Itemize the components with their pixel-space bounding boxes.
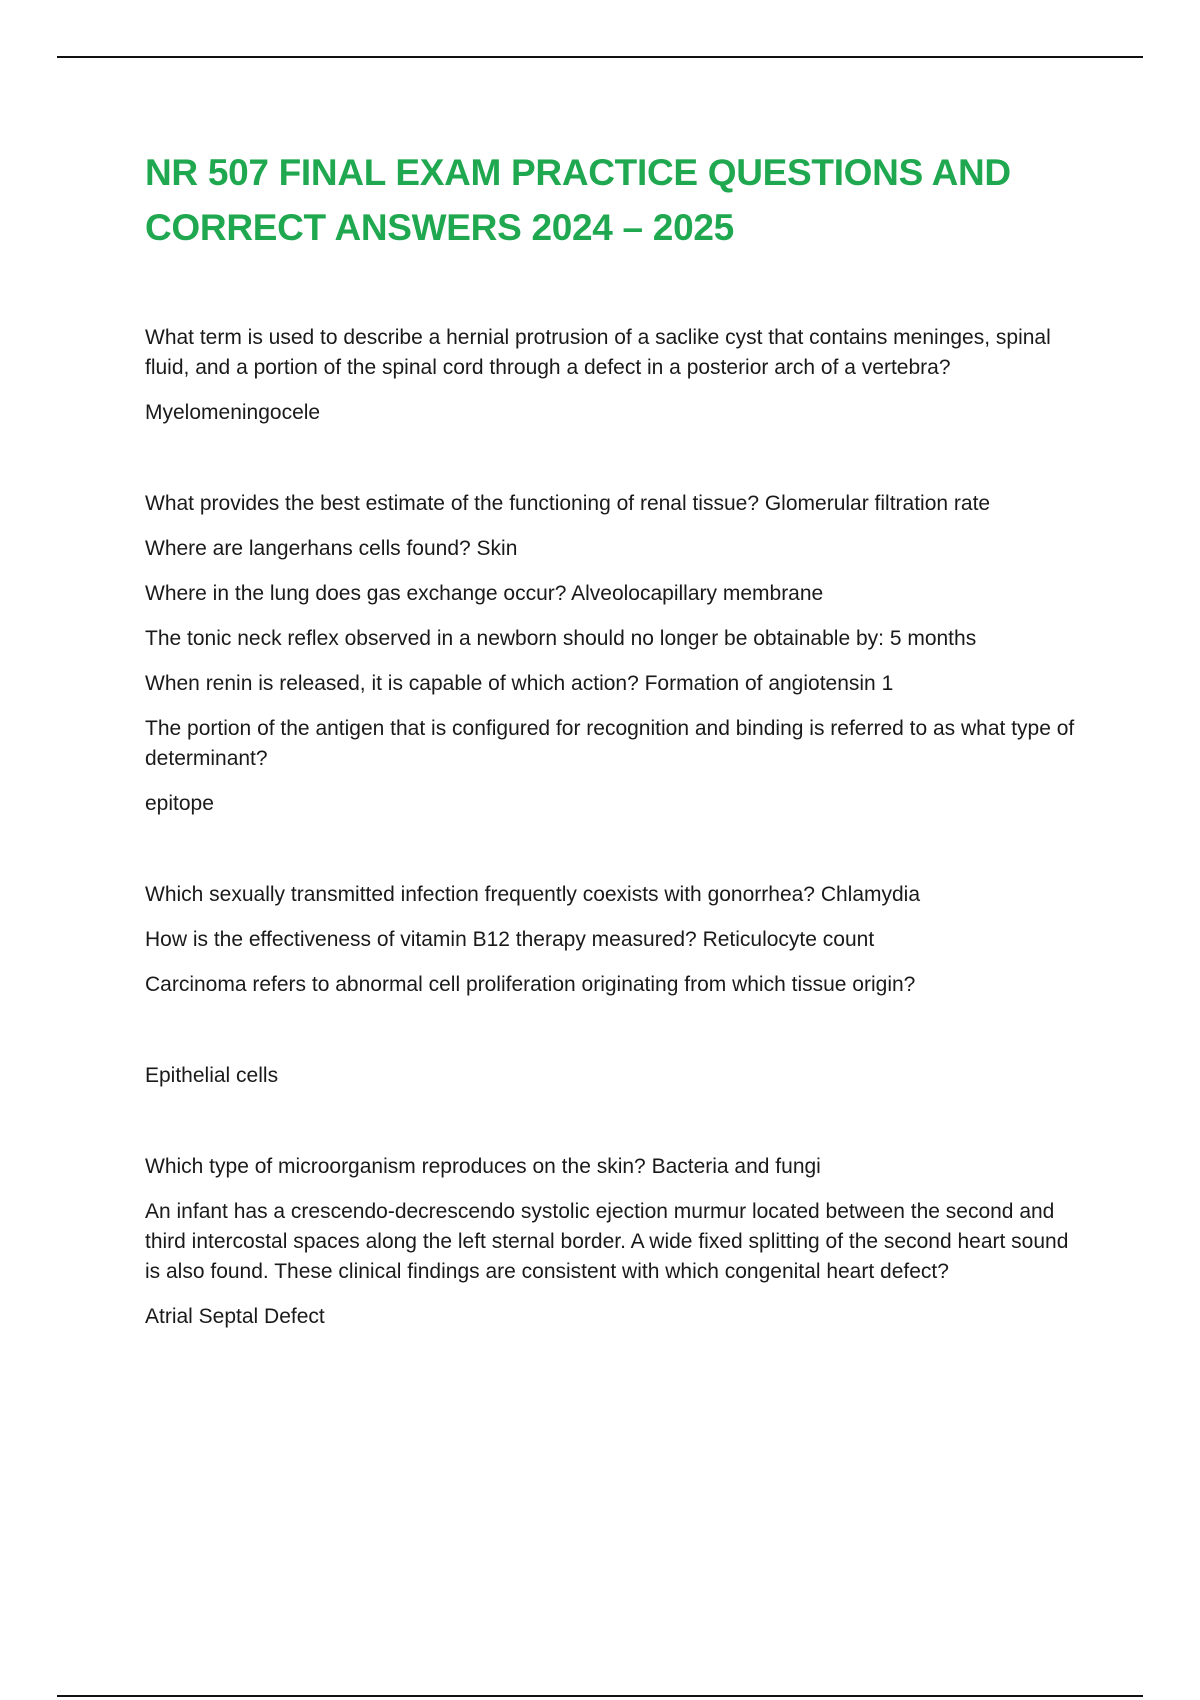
question-paragraph: The tonic neck reflex observed in a newborn should no longer be obtainable by: 5 months bbox=[145, 627, 977, 650]
answer-paragraph: epitope bbox=[145, 792, 214, 815]
question-paragraph: What term is used to describe a hernial protrusion of a saclike cyst that contains meninges, spinal fluid, and a portion of the spinal cord through a defect in a posterior arch of a vertebra? bbox=[145, 326, 1051, 379]
question-paragraph: Which type of microorganism reproduces on the skin? Bacteria and fungi bbox=[145, 1155, 821, 1178]
question-paragraph: How is the effectiveness of vitamin B12 therapy measured? Reticulocyte count bbox=[145, 928, 875, 951]
answer-paragraph: Epithelial cells bbox=[145, 1064, 279, 1087]
question-paragraph: Carcinoma refers to abnormal cell proliferation originating from which tissue origin? bbox=[145, 973, 916, 996]
spacer bbox=[145, 1106, 1085, 1152]
question-paragraph: Where are langerhans cells found? Skin bbox=[145, 537, 518, 560]
answer-paragraph: Myelomeningocele bbox=[145, 401, 321, 424]
spacer bbox=[145, 443, 1085, 489]
bottom-rule bbox=[57, 1695, 1143, 1697]
question-paragraph: Where in the lung does gas exchange occur? Alveolocapillary membrane bbox=[145, 582, 824, 605]
question-paragraph: An infant has a crescendo-decrescendo systolic ejection murmur located between the second and third intercostal spaces along the left sternal border. A wide fixed splitting of the second heart sound is also found. These clinical findings are consistent with which congenital heart defect? bbox=[145, 1200, 1069, 1283]
question-paragraph: What provides the best estimate of the functioning of renal tissue? Glomerular filtration rate bbox=[145, 492, 991, 515]
question-paragraph: When renin is released, it is capable of which action? Formation of angiotensin 1 bbox=[145, 672, 894, 695]
question-paragraph: Which sexually transmitted infection frequently coexists with gonorrhea? Chlamydia bbox=[145, 883, 921, 906]
qa-list bbox=[145, 323, 1085, 1332]
document-title: NR 507 FINAL EXAM PRACTICE QUESTIONS AND CORRECT ANSWERS 2024 – 2025 bbox=[145, 152, 1011, 248]
spacer bbox=[145, 1015, 1085, 1061]
document-body bbox=[145, 145, 1085, 1347]
spacer bbox=[145, 834, 1085, 880]
question-paragraph: The portion of the antigen that is configured for recognition and binding is referred to as what type of determinant? bbox=[145, 717, 1075, 770]
top-rule bbox=[57, 56, 1143, 58]
answer-paragraph: Atrial Septal Defect bbox=[145, 1305, 325, 1328]
